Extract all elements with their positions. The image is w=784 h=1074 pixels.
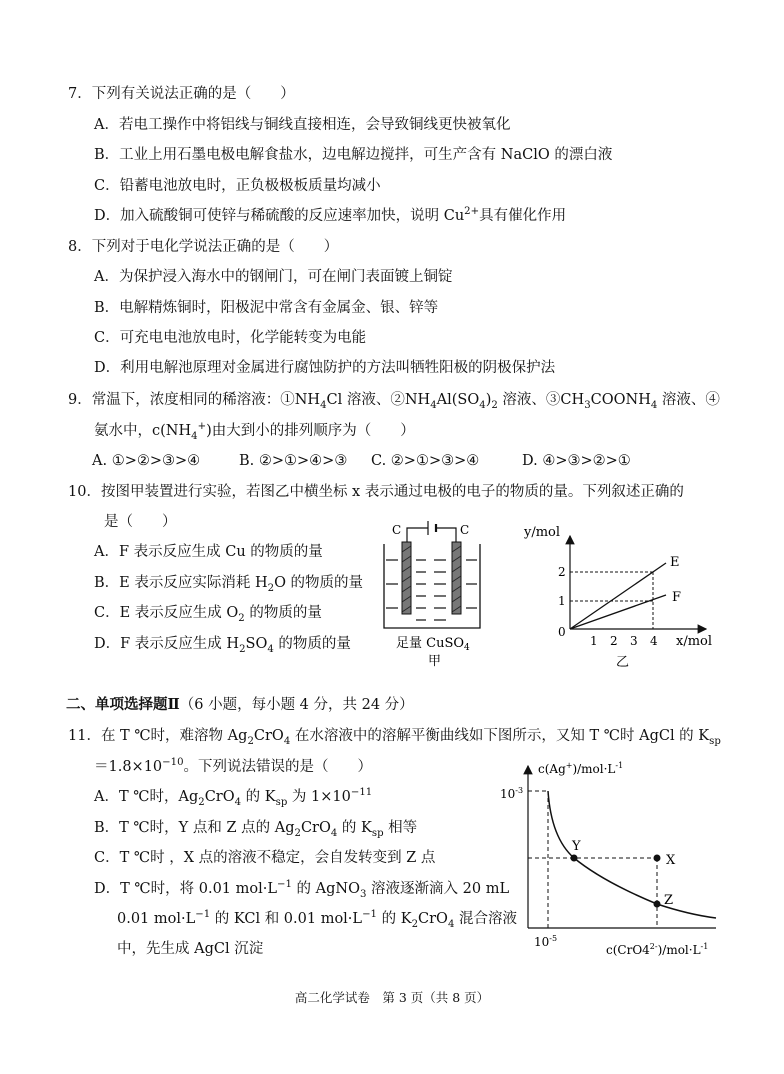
line-f (570, 595, 666, 629)
line-f-label: F (672, 590, 682, 605)
figure-jia-caption: 甲 (428, 654, 442, 668)
q8-stem: 8．下列对于电化学说法正确的是（ ） (68, 239, 339, 255)
q11-option-c: C．T ℃时 ，X 点的溶液不稳定，会自发转变到 Z 点 (94, 850, 436, 866)
circuit-wire-left (407, 528, 428, 542)
point-z-label: Z (664, 893, 674, 908)
electrolysis-apparatus-figure (378, 516, 488, 668)
q10-option-c: C．E 表示反应生成 $O_2$ 的物质的量 (94, 605, 322, 624)
section-2-heading: 二、单项选择题Ⅱ（6 小题，每小题 4 分，共 24 分） (66, 696, 414, 713)
q9-option-d: D. ④>③>②>① (522, 453, 631, 469)
x-tick-3: 3 (630, 634, 638, 648)
q9-option-b: B. ②>①>④>③ (239, 453, 348, 469)
x-tick-label: $10^{-5}$ (534, 934, 558, 949)
q11-option-a: A．T ℃时，$Ag_2CrO_4$ 的 $K_{sp}$ 为 $1\times 10^{-11}$ (94, 787, 373, 808)
q10-option-b: B．E 表示反应实际消耗 $H_2O$ 的物质的量 (94, 575, 364, 594)
q9-stem-line1: 9．常温下，浓度相同的稀溶液：$①NH_4Cl$ 溶液、$②NH_4Al(SO_4)_2$ 溶液、$③CH_3COONH_4$ 溶液、④ (68, 392, 720, 411)
q7-option-d: D．加入硫酸铜可使锌与稀硫酸的反应速率加快，说明 $Cu^{2+}$具有催化作用 (94, 206, 567, 224)
q11-stem-line1: 11．在 T ℃时，难溶物 $Ag_2CrO_4$ 在水溶液中的溶解平衡曲线如下图所示，又知 T ℃时 AgCl 的 $K_{sp}$ (68, 728, 721, 747)
electrode-right-label: C (460, 523, 470, 537)
x-tick-1: 1 (590, 634, 598, 648)
q10-stem-line2: 是（ ） (104, 514, 177, 530)
q7-option-c: C．铅蓄电池放电时，正负极极板质量均减小 (94, 178, 381, 194)
x-axis-label: $c(CrO4^{2-})/mol\cdot L^{-1}$ (606, 942, 709, 957)
q10-option-a: A．F 表示反应生成 Cu 的物质的量 (94, 544, 323, 560)
point-z (654, 901, 661, 908)
q8-option-b: B．电解精炼铜时，阳极泥中常含有金属金、银、锌等 (94, 300, 439, 316)
q7-option-b: B．工业上用石墨电极电解食盐水，边电解边搅拌，可生产含有 NaClO 的漂白液 (94, 147, 613, 163)
y-axis-label: $c(Ag^+)/mol\cdot L^{-1}$ (538, 761, 624, 776)
q11-option-d-line1: D．T ℃时，将 0.01 $mol\cdot L^{-1}$ 的 AgNO$_3$ 溶液逐渐滴入 20 mL (94, 879, 510, 900)
point-y (571, 855, 578, 862)
line-e (570, 563, 666, 629)
left-carbon-electrode (402, 542, 411, 614)
q9-option-c: C. ②>①>③>④ (371, 453, 480, 469)
y-tick-2: 2 (558, 565, 566, 579)
q9-option-a: A. ①>②>③>④ (92, 453, 201, 469)
origin-label: 0 (558, 625, 566, 639)
x-tick-4: 4 (650, 634, 658, 648)
q9-stem-line2: 氨水中，$c(NH_4^+)$由大到小的排列顺序为（ ） (94, 421, 415, 442)
q7-stem: 7．下列有关说法正确的是（ ） (68, 86, 295, 102)
page-footer: 高二化学试卷 第 3 页（共 8 页） (294, 990, 490, 1005)
line-e-label: E (670, 555, 680, 570)
y-tick-label: $10^{-3}$ (500, 786, 524, 801)
y-axis-label: y/mol (524, 525, 561, 540)
right-carbon-electrode (452, 542, 461, 614)
q7-option-a: A．若电工操作中将铝线与铜线直接相连，会导致铜线更快被氧化 (94, 117, 511, 133)
y-tick-1: 1 (558, 594, 566, 608)
circuit-wire-right (436, 528, 456, 542)
electron-mol-graph (520, 518, 714, 668)
solution-liquid (386, 560, 477, 620)
x-tick-2: 2 (610, 634, 618, 648)
point-y-label: Y (572, 839, 581, 854)
q11-option-b: B．T ℃时，Y 点和 Z 点的 $Ag_2CrO_4$ 的 $K_{sp}$ 相等 (94, 820, 418, 839)
q11-stem-line2: $=1.8\times 10^{-10}$。下列说法错误的是（ ） (94, 757, 373, 775)
q11-option-d-line3: 中，先生成 AgCl 沉淀 (117, 941, 264, 957)
electrode-left-label: C (392, 523, 402, 537)
x-axis-label: x/mol (676, 634, 713, 649)
solution-label: 足量 CuSO$_4$ (396, 636, 470, 653)
solubility-curve (548, 791, 716, 918)
q8-option-a: A．为保护浸入海水中的钢闸门，可在闸门表面镀上铜锭 (94, 269, 453, 285)
q11-option-d-line2: 0.01 $mol\cdot L^{-1}$ 的 KCl 和 0.01 $mol\cdot L^{-1}$ 的 $K_2CrO_4$ 混合溶液 (117, 909, 517, 930)
point-x-label: X (666, 853, 676, 868)
q10-option-d: D．F 表示反应生成 $H_2SO_4$ 的物质的量 (94, 636, 351, 655)
solubility-curve-figure (492, 758, 728, 958)
figure-yi-caption: 乙 (616, 655, 630, 668)
beaker (384, 544, 480, 628)
q8-option-d: D．利用电解池原理对金属进行腐蚀防护的方法叫牺牲阳极的阴极保护法 (94, 360, 556, 376)
q8-option-c: C．可充电电池放电时，化学能转变为电能 (94, 330, 367, 346)
q10-stem-line1: 10．按图甲装置进行实验，若图乙中横坐标 x 表示通过电极的电子的物质的量。下列叙述正确的 (68, 484, 684, 500)
point-x (654, 855, 661, 862)
